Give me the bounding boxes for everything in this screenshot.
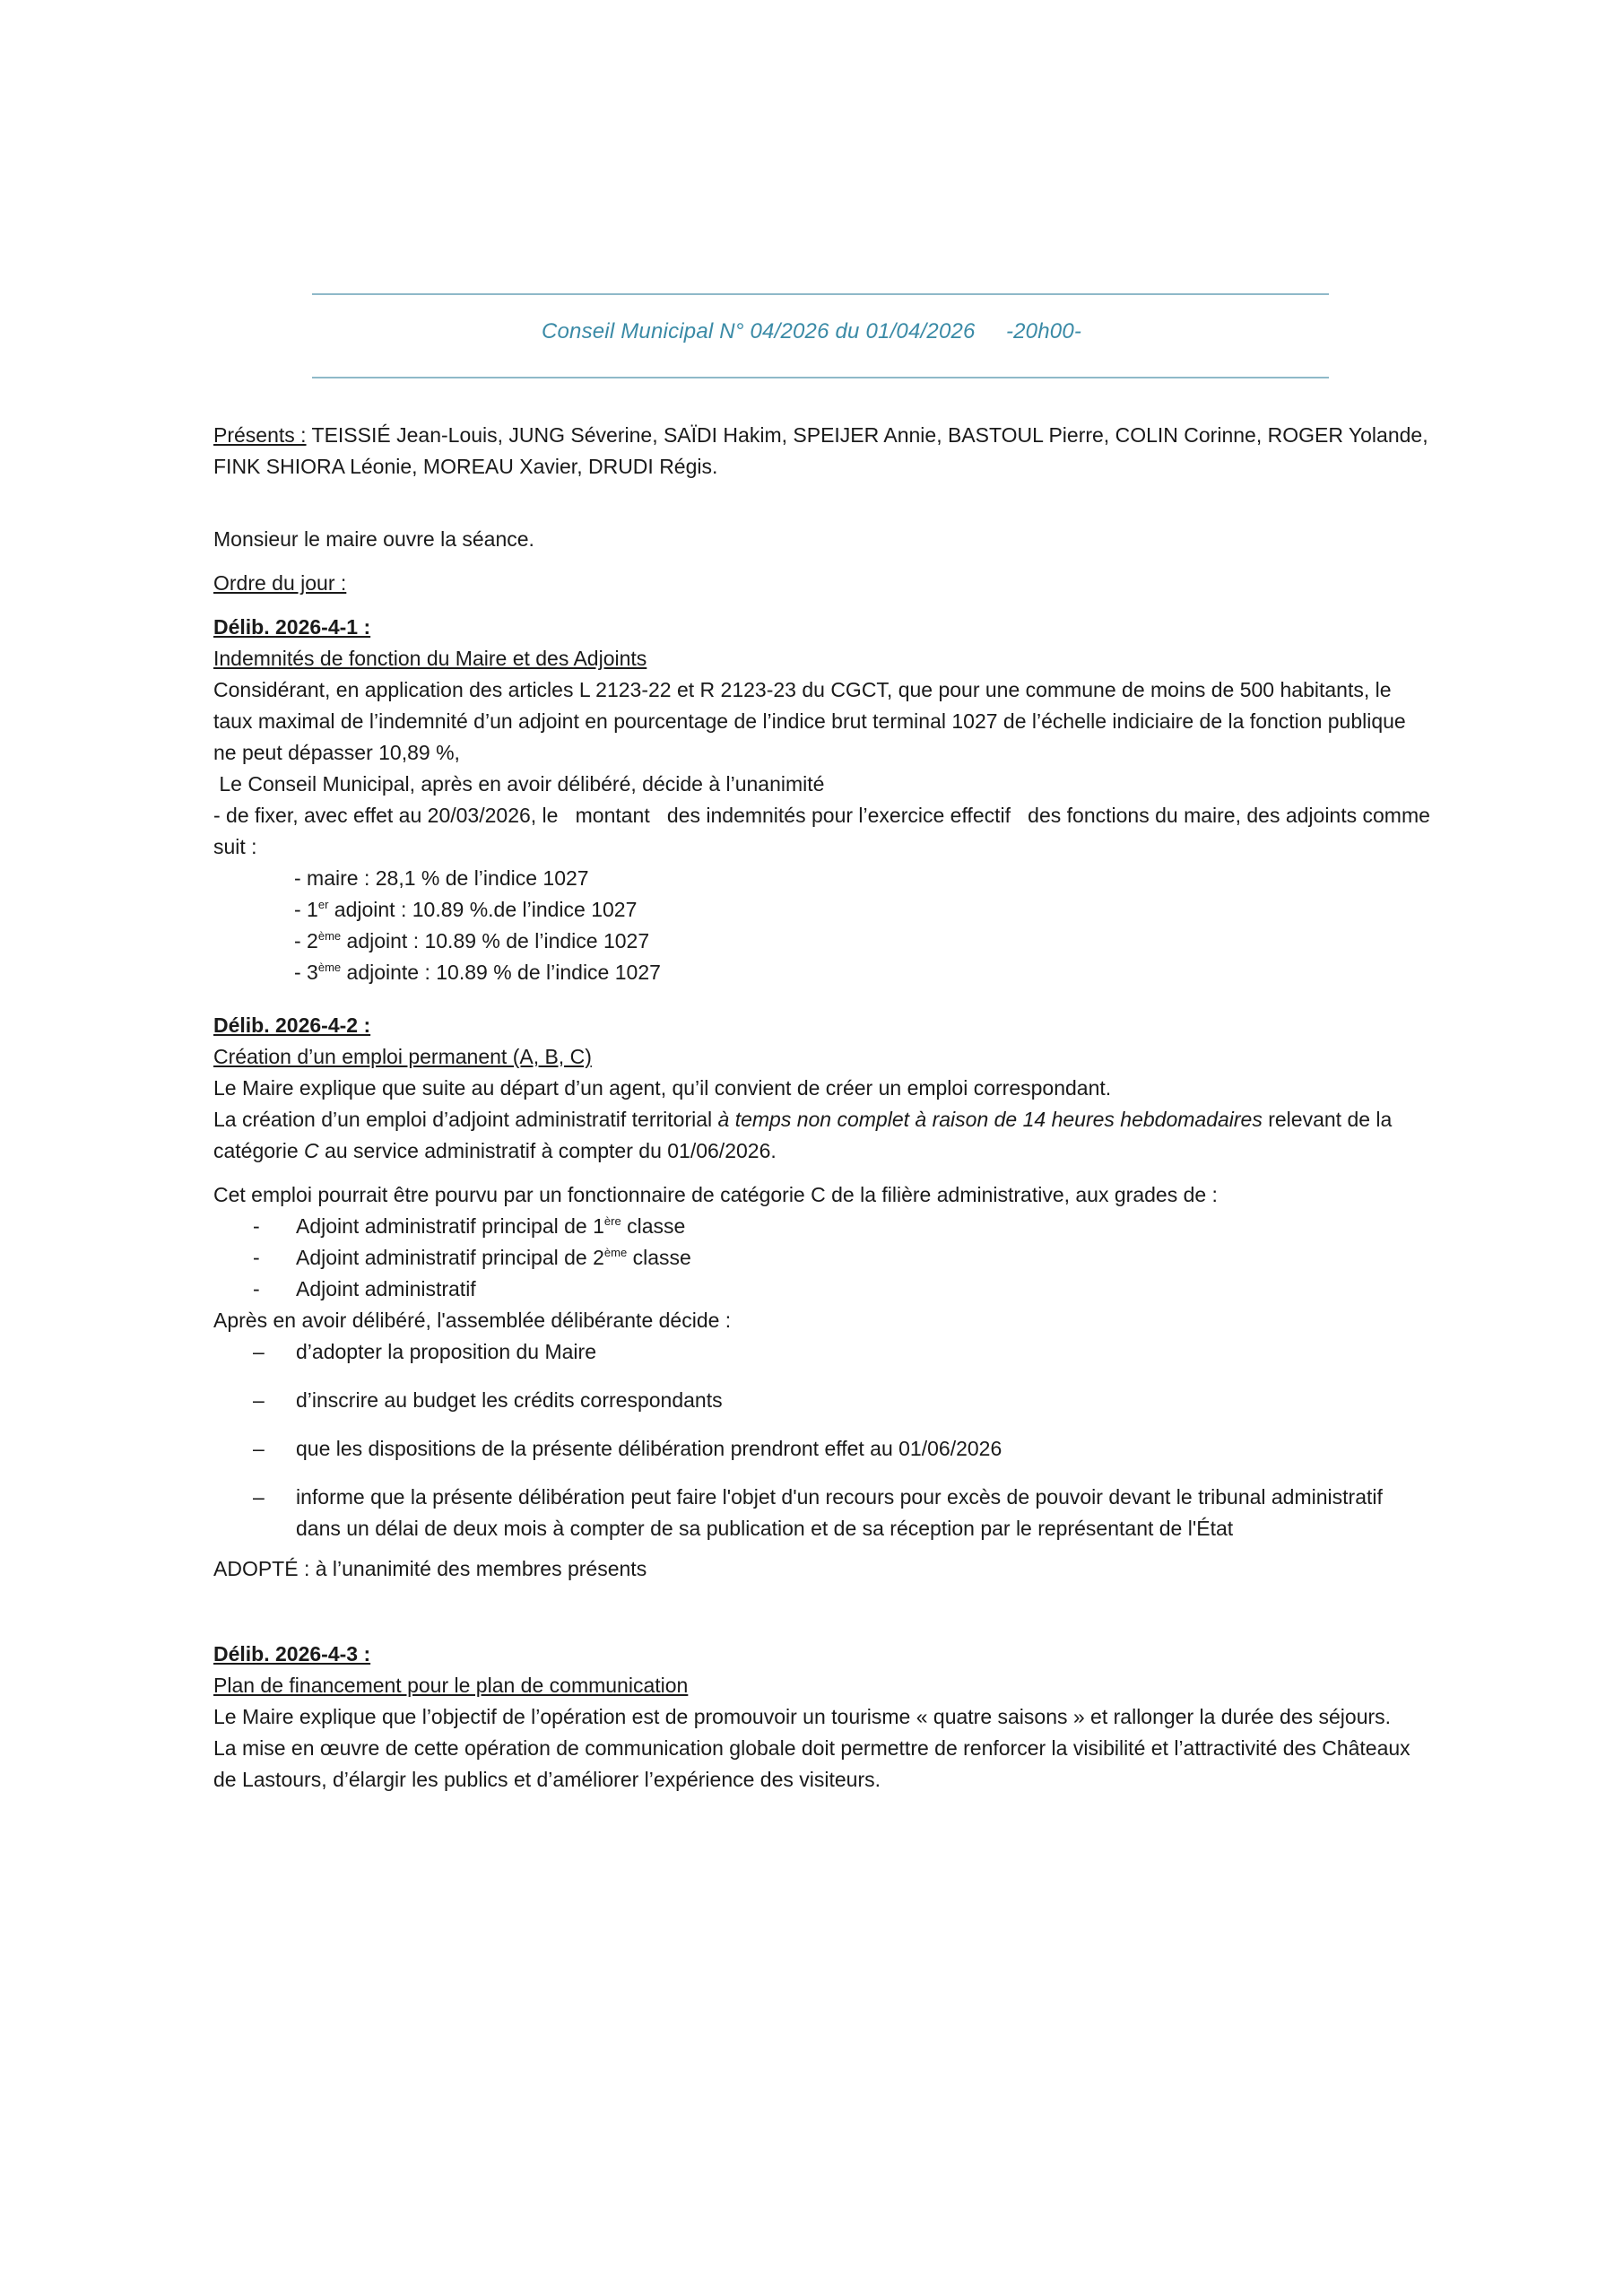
intro-paragraph: Le Maire explique que suite au départ d’un agent, qu’il convient de créer un emploi correspondant.	[213, 1076, 1112, 1100]
objective-paragraph: Le Maire explique que l’objectif de l’opération est de promouvoir un tourisme « quatre saisons » et rallonger la durée des séjours.	[213, 1705, 1392, 1728]
deliberation-2	[213, 1010, 1433, 1585]
meeting-title	[0, 319, 1623, 344]
decision-item: – informe que la présente délibération peut faire l'objet d'un recours pour excès de pouvoir devant le tribunal administratif dans un délai de deux mois à compter de sa publication et de sa réception par le représentant de l'État	[253, 1485, 1383, 1540]
attendees	[213, 420, 1433, 483]
decision-item: – que les dispositions de la présente délibération prendront effet au 01/06/2026	[253, 1437, 1002, 1460]
deliberation-title: Plan de financement pour le plan de communication	[213, 1674, 689, 1697]
meeting-title-time: -20h00-	[1005, 319, 1082, 344]
rate-item: - 2ème adjoint : 10.89 % de l’indice 1027	[294, 929, 650, 952]
decision-paragraph: Le Conseil Municipal, après en avoir délibéré, décide à l’unanimité	[213, 772, 825, 796]
implementation-paragraph: La mise en œuvre de cette opération de communication globale doit permettre de renforcer la visibilité et l’attractivité des Châteaux de Lastours, d’élargir les publics et d’améliorer l’expérience des visiteurs.	[213, 1736, 1410, 1791]
deliberation-number: Délib. 2026-4-1 :	[213, 615, 371, 639]
rate-item: - 3ème adjointe : 10.89 % de l’indice 1027	[294, 961, 661, 984]
decision-item: – d’inscrire au budget les crédits correspondants	[253, 1388, 723, 1412]
indemnity-rates	[213, 863, 1433, 988]
deliberation-title: Création d’un emploi permanent (A, B, C)	[213, 1045, 592, 1068]
grade-item: - Adjoint administratif principal de 1ère classe	[253, 1214, 686, 1238]
fixing-paragraph: - de fixer, avec effet au 20/03/2026, le montant des indemnités pour l’exercice effectif des fonctions du maire, des adjoints comme suit :	[213, 804, 1436, 858]
decision-item: – d’adopter la proposition du Maire	[253, 1340, 596, 1363]
deliberation-title: Indemnités de fonction du Maire et des Adjoints	[213, 647, 647, 670]
deliberation-3	[213, 1639, 1433, 1796]
deliberation-1	[213, 612, 1436, 988]
grades-intro: Cet emploi pourrait être pourvu par un fonctionnaire de catégorie C de la filière administrative, aux grades de :	[213, 1183, 1218, 1206]
grade-item: - Adjoint administratif	[253, 1277, 476, 1300]
minutes-body	[213, 420, 1436, 1796]
meeting-title-main: Conseil Municipal N° 04/2026 du 01/04/2026	[541, 319, 976, 344]
rate-item: - 1er adjoint : 10.89 %.de l’indice 1027	[294, 898, 638, 921]
agenda-label: Ordre du jour :	[213, 571, 347, 595]
header-rule-bottom	[312, 377, 1329, 378]
grades-list	[213, 1211, 1433, 1305]
deliberation-number: Délib. 2026-4-2 :	[213, 1013, 371, 1037]
header-rule-top	[312, 293, 1329, 295]
adoption-result: ADOPTÉ : à l’unanimité des membres présents	[213, 1557, 647, 1580]
deliberation-number: Délib. 2026-4-3 :	[213, 1642, 371, 1665]
attendees-names: TEISSIÉ Jean-Louis, JUNG Séverine, SAÏDI Hakim, SPEIJER Annie, BASTOUL Pierre, COLIN Corinne, ROGER Yolande, FINK SHIORA Léonie, MOREAU Xavier, DRUDI Régis.	[213, 423, 1428, 478]
creation-paragraph: La création d’un emploi d’adjoint administratif territorial à temps non complet à raison de 14 heures hebdomadaires relevant de la catégorie C au service administratif à compter du 01/06/2026.	[213, 1108, 1393, 1162]
attendees-label: Présents :	[213, 423, 307, 447]
opening-statement: Monsieur le maire ouvre la séance.	[213, 527, 534, 551]
grade-item: - Adjoint administratif principal de 2ème classe	[253, 1246, 691, 1269]
decides-intro: Après en avoir délibéré, l'assemblée délibérante décide :	[213, 1309, 732, 1332]
rate-item: - maire : 28,1 % de l’indice 1027	[294, 866, 589, 890]
considerant-paragraph: Considérant, en application des articles L 2123-22 et R 2123-23 du CGCT, que pour une commune de moins de 500 habitants, le taux maximal de l’indemnité d’un adjoint en pourcentage de l’indice brut terminal 1027 de l’échelle indiciaire de la fonction publique ne peut dépasser 10,89 %,	[213, 678, 1406, 764]
decisions-list	[213, 1336, 1433, 1544]
